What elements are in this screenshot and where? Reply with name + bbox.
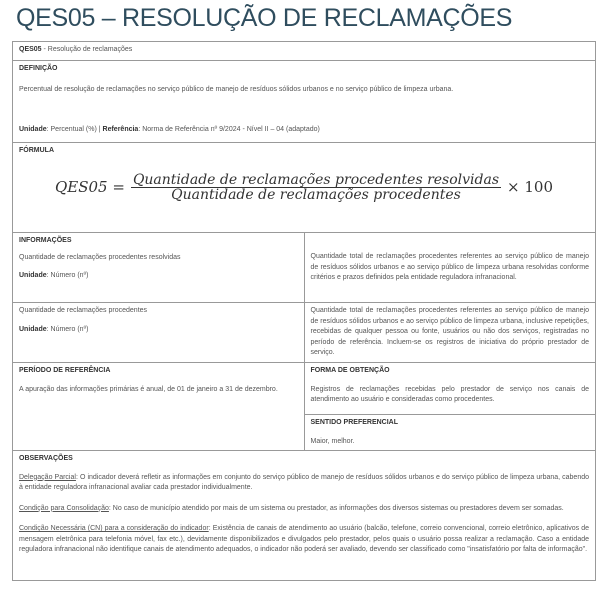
info-heading: INFORMAÇÕES [19,237,72,244]
formula-section [13,143,596,233]
formula-fraction [131,171,501,203]
unit-label: Unidade [19,325,47,333]
observation-label: Condição para Consolidação [19,504,109,512]
observation-text: : O indicador deverá refletir as informações em conjunto do serviço público de manejo de resíduos sólidos urbanos e do serviço público de limpeza urbana, cabendo à entidade reguladora infranacional avaliar cada prestador individualmente. [19,473,590,491]
info-description: Quantidade total de reclamações procedentes referentes ao serviço público de manejo de resíduos sólidos urbanos e ao serviço público de limpeza urbana resolvidas conforme critérios e prazos definidos pela entidade reguladora infranacional. [310,253,589,281]
definition-heading: DEFINIÇÃO [19,65,58,72]
observation-item [19,524,589,556]
observation-text: : No caso de município atendido por mais de um sistema ou prestador, as informações dos diversos sistemas ou prestadores devem ser somadas. [108,504,564,512]
reference-label: Referência [102,126,139,133]
collection-method-text: Registros de reclamações recebidas pelo prestador de serviço nos canais de atendimento ao usuário e consideradas como procedentes. [310,385,589,403]
unit-label: Unidade [19,272,47,279]
indicator-code-row [13,42,596,61]
observation-item [19,504,589,515]
observation-label: Condição Necessária (CN) para a consideração do indicador [19,525,209,532]
reference-period-text: A apuração das informações primárias é anual, de 01 de janeiro a 31 de dezembro. [19,385,278,393]
observations-heading: OBSERVAÇÕES [19,455,73,462]
observation-label: Delegação Parcial [19,473,76,481]
collection-method-section [304,363,596,415]
observation-item [19,473,589,494]
preferred-direction-section [304,415,596,451]
formula-numerator: Quantidade de reclamações procedentes resolvidas [132,171,500,188]
info-name: Quantidade de reclamações procedentes [19,307,148,314]
formula-lhs: QES05 = [54,178,125,197]
unit-value: : Número (nº) [46,272,89,279]
page-title: QES05 – RESOLUÇÃO DE RECLAMAÇÕES [16,4,513,32]
reference-period-heading: PERÍODO DE REFERÊNCIA [19,367,111,374]
info-name: Quantidade de reclamações procedentes resolvidas [19,253,181,261]
formula [19,157,589,219]
definition-unit-reference [19,125,589,136]
indicator-name: - Resolução de reclamações [41,46,133,53]
definition-text: Percentual de resolução de reclamações no serviço público de manejo de resíduos sólidos urbanos e no serviço público de limpeza urbana. [19,85,454,93]
reference-value: : Norma de Referência nº 9/2024 - Nível II – 04 (adaptado) [138,126,320,133]
info-item-1 [13,233,305,303]
preferred-direction-heading: SENTIDO PREFERENCIAL [310,419,399,426]
unit-value: : Número (nº) [46,325,89,333]
formula-heading: FÓRMULA [19,147,54,154]
unit-value: : Percentual (%) | [46,126,103,133]
info-item-2 [13,303,305,363]
indicator-code: QES05 [19,46,42,53]
info-description: Quantidade total de reclamações procedentes referentes ao serviço público de manejo de resíduos sólidos urbanos e ao serviço público de limpeza urbana, inclusive repetições, recebidas de qualquer pessoa ou fonte, usuários ou não dos serviços, registradas no período de referência. Incluem-se os registros de iniciativa do próprio prestador de serviço. [310,307,589,356]
definition-section [13,61,596,143]
info-description-2 [304,303,596,363]
unit-label: Unidade [19,126,47,133]
observations-section [13,451,596,581]
reference-period-section [13,363,305,451]
collection-method-heading: FORMA DE OBTENÇÃO [310,367,390,374]
observation-text: : Existência de canais de atendimento ao usuário (balcão, telefone, correio convencional, correio eletrônico, aplicativos de mensagem eletrônica para telefonia móvel, fax etc.), devidamente disponibilizados e divulgados pelo prestador, pelos quais o usuário possa realizar a reclamação. Caso a entidade reguladora infranacional não identifique canais de atendimento adequados, o indicador não poderá ser avaliado, devendo ser classificado como "insatisfatório por falta de informação". [19,525,589,553]
formula-denominator: Quantidade de reclamações procedentes [171,187,461,203]
formula-multiplier: × 100 [507,178,553,197]
info-description-1 [304,233,596,303]
preferred-direction-text: Maior, melhor. [310,437,355,445]
indicator-table [12,41,596,581]
